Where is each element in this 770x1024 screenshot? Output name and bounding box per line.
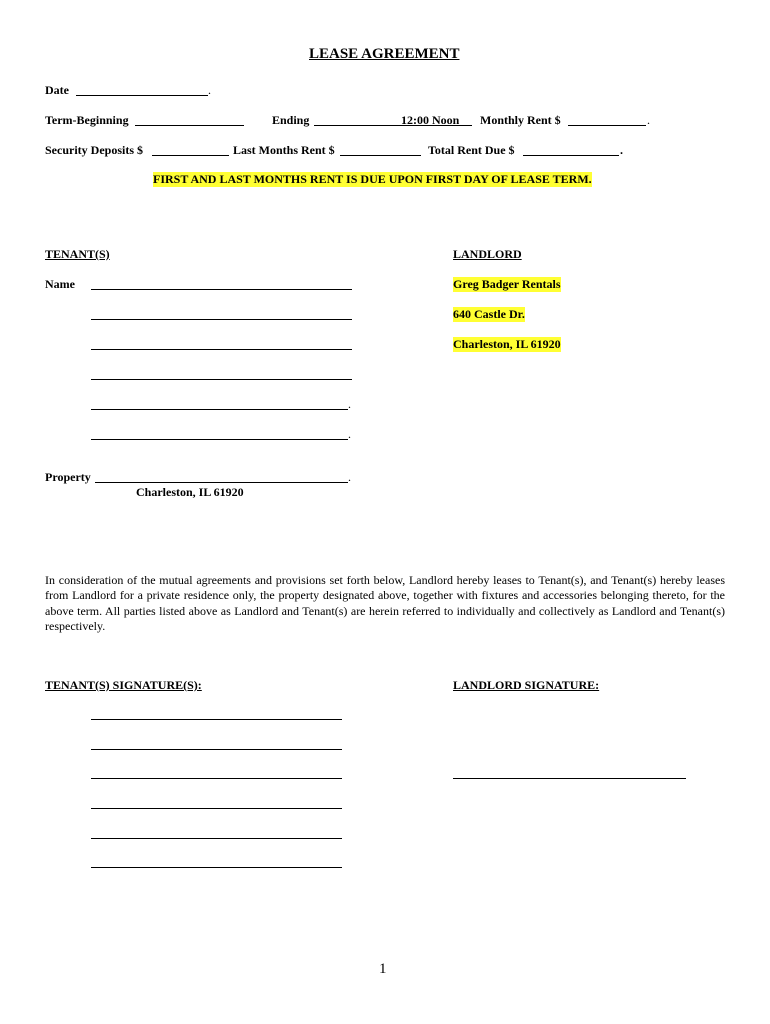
security-deposits-field-line[interactable]	[152, 155, 229, 156]
date-field-line[interactable]	[76, 95, 208, 96]
property-city: Charleston, IL 61920	[136, 485, 244, 499]
page-number: 1	[379, 961, 387, 977]
landlord-street: 640 Castle Dr.	[453, 307, 525, 321]
tenant-name-line-3[interactable]	[91, 349, 352, 350]
document-title: LEASE AGREEMENT	[309, 46, 460, 62]
agreement-paragraph: In consideration of the mutual agreements and provisions set forth below, Landlord hereby leases to Tenant(s), and Tenant(s) hereby leases from Landlord for a private residence only, the property designated above, together with fixtures and accessories belonging thereto, for the above term. All parties listed above as Landlord and Tenant(s) are herein referred to individually and collectively as Landlord and Tenant(s) respectively.	[45, 573, 725, 633]
monthly-rent-end-mark: .	[647, 113, 650, 127]
tenants-heading: TENANT(S)	[45, 247, 110, 261]
tenant-signature-line-4[interactable]	[91, 808, 342, 809]
last-months-rent-label: Last Months Rent $	[233, 143, 335, 157]
tenant-name-line-5[interactable]	[91, 409, 348, 410]
tenant-name-line-4[interactable]	[91, 379, 352, 380]
rent-notice: FIRST AND LAST MONTHS RENT IS DUE UPON FIRST DAY OF LEASE TERM.	[153, 172, 592, 186]
tenant-signature-line-2[interactable]	[91, 749, 342, 750]
tenant-line-5-end-mark: .	[348, 397, 351, 411]
tenant-signature-line-6[interactable]	[91, 867, 342, 868]
date-end-mark: .	[208, 83, 211, 97]
property-label: Property	[45, 470, 91, 484]
tenant-name-label: Name	[45, 277, 75, 291]
landlord-signature-line[interactable]	[453, 778, 686, 779]
landlord-city: Charleston, IL 61920	[453, 337, 561, 351]
security-deposits-label: Security Deposits $	[45, 143, 143, 157]
property-end-mark: .	[348, 470, 351, 484]
total-rent-due-field-line[interactable]	[523, 155, 619, 156]
term-beginning-label: Term-Beginning	[45, 113, 129, 127]
tenant-line-6-end-mark: .	[348, 427, 351, 441]
tenant-name-line-1[interactable]	[91, 289, 352, 290]
tenant-signature-line-3[interactable]	[91, 778, 342, 779]
total-rent-due-label: Total Rent Due $	[428, 143, 515, 157]
property-field-line[interactable]	[95, 482, 348, 483]
landlord-signature-heading: LANDLORD SIGNATURE:	[453, 678, 600, 692]
total-rent-due-end-mark: .	[620, 143, 623, 157]
last-months-rent-field-line[interactable]	[340, 155, 421, 156]
tenant-signature-line-5[interactable]	[91, 838, 342, 839]
tenant-name-line-6[interactable]	[91, 439, 348, 440]
ending-time: 12:00 Noon	[401, 113, 460, 127]
date-label: Date	[45, 83, 69, 97]
landlord-name: Greg Badger Rentals	[453, 277, 561, 291]
ending-label: Ending	[272, 113, 310, 127]
tenant-name-line-2[interactable]	[91, 319, 352, 320]
tenant-signatures-heading: TENANT(S) SIGNATURE(S):	[45, 678, 202, 692]
tenant-signature-line-1[interactable]	[91, 719, 342, 720]
landlord-heading: LANDLORD	[453, 247, 522, 261]
monthly-rent-label: Monthly Rent $	[480, 113, 561, 127]
monthly-rent-field-line[interactable]	[568, 125, 646, 126]
term-beginning-field-line[interactable]	[135, 125, 244, 126]
